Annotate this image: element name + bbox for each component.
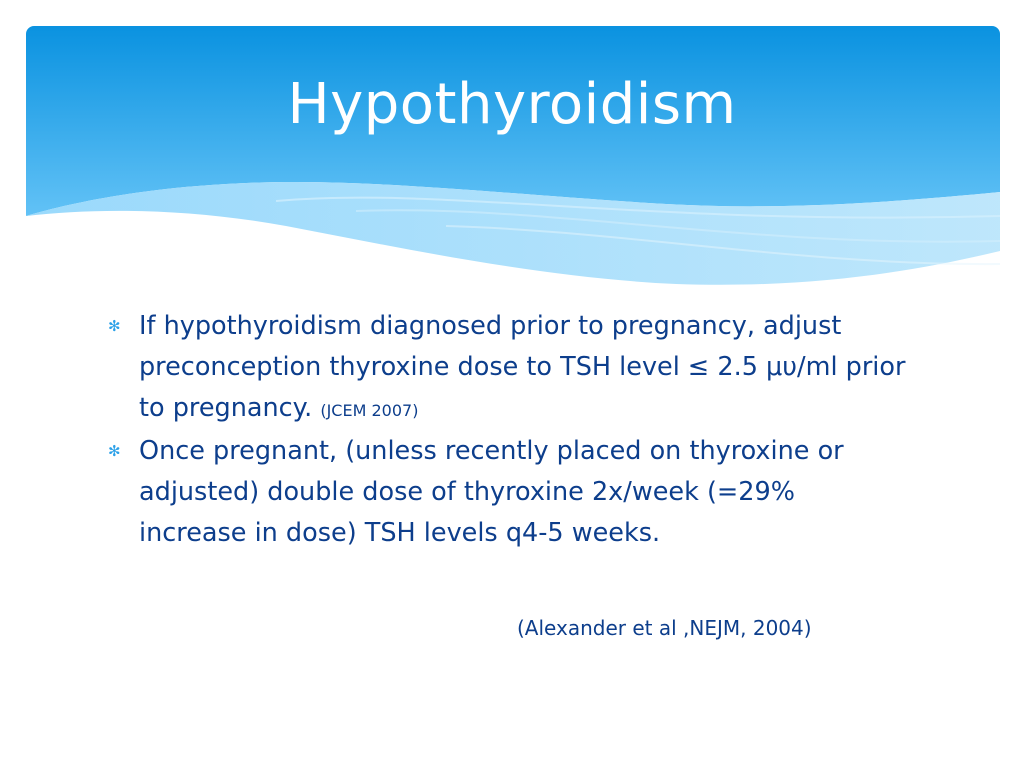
bullet-item xyxy=(108,306,908,431)
wave-banner-graphic xyxy=(26,26,1000,288)
asterisk-icon: ✻ xyxy=(108,317,121,335)
asterisk-icon: ✻ xyxy=(108,442,121,460)
bullet-text: Once pregnant, (unless recently placed on thyroxine or adjusted) double dose of thyroxine 2x/week (=29% increase in dose) TSH levels q4-5 weeks. xyxy=(139,436,844,548)
source-attribution: (Alexander et al ,NEJM, 2004) xyxy=(517,616,812,640)
bullet-citation: (JCEM 2007) xyxy=(320,401,419,420)
bullet-item xyxy=(108,431,908,554)
title-banner xyxy=(26,26,1000,288)
bullet-text: If hypothyroidism diagnosed prior to pregnancy, adjust preconception thyroxine dose to TSH level ≤ 2.5 μυ/ml prior to pregnancy. xyxy=(139,311,906,423)
slide-title: Hypothyroidism xyxy=(287,72,737,137)
bullet-list xyxy=(108,306,908,554)
